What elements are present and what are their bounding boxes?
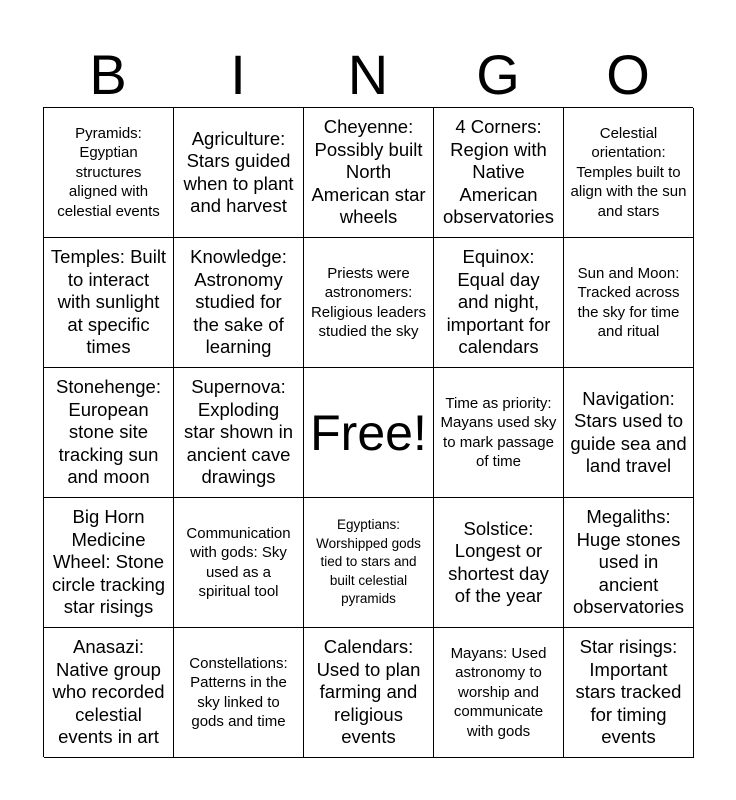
bingo-cell[interactable]: [564, 238, 694, 368]
bingo-cell[interactable]: [434, 108, 564, 238]
cell-text: Temples: Built to interact with sunlight at specific times: [50, 246, 167, 358]
cell-text: Knowledge: Astronomy studied for the sake of learning: [190, 246, 287, 358]
bingo-cell[interactable]: [304, 238, 434, 368]
cell-text: Big Horn Medicine Wheel: Stone circle tracking star risings: [51, 506, 166, 618]
bingo-cell[interactable]: [174, 238, 304, 368]
cell-text: Communication with gods: Sky used as a spiritual tool: [186, 524, 291, 600]
bingo-cell[interactable]: [304, 498, 434, 628]
bingo-cell[interactable]: [44, 628, 174, 758]
bingo-cell[interactable]: [564, 368, 694, 498]
cell-text: Sun and Moon: Tracked across the sky for time and ritual: [577, 264, 680, 340]
header-letter-i: I: [230, 43, 246, 106]
cell-text: Cheyenne: Possibly built North American star wheels: [311, 116, 426, 228]
header-letter-n: N: [347, 43, 389, 106]
header-letter-o: O: [606, 43, 650, 106]
bingo-cell[interactable]: [174, 368, 304, 498]
cell-text: Constellations: Patterns in the sky linked to gods and time: [189, 654, 288, 730]
bingo-cell[interactable]: [564, 108, 694, 238]
bingo-cell[interactable]: [304, 628, 434, 758]
cell-text: Celestial orientation: Temples built to align with the sun and stars: [570, 124, 687, 220]
cell-text: Equinox: Equal day and night, important for calendars: [446, 246, 551, 358]
cell-text: Time as priority: Mayans used sky to mark passage of time: [440, 394, 557, 470]
cell-text: Navigation: Stars used to guide sea and land travel: [570, 387, 687, 476]
bingo-cell[interactable]: [174, 108, 304, 238]
cell-text: Megaliths: Huge stones used in ancient observatories: [572, 506, 685, 618]
bingo-cell[interactable]: [434, 498, 564, 628]
cell-text: Stonehenge: European stone site tracking sun and moon: [56, 376, 161, 488]
bingo-header: [43, 44, 693, 106]
bingo-cell[interactable]: [564, 498, 694, 628]
bingo-cell[interactable]: [44, 498, 174, 628]
cell-text: Pyramids: Egyptian structures aligned with celestial events: [57, 124, 160, 220]
free-space-text: Free!: [310, 404, 427, 461]
bingo-cell[interactable]: [564, 628, 694, 758]
bingo-cell[interactable]: [44, 368, 174, 498]
cell-text: Calendars: Used to plan farming and religious events: [316, 636, 421, 748]
bingo-cell[interactable]: [44, 238, 174, 368]
header-letter-b: B: [89, 43, 127, 106]
bingo-cell[interactable]: [304, 108, 434, 238]
bingo-cell[interactable]: [434, 628, 564, 758]
bingo-cell[interactable]: [44, 108, 174, 238]
cell-text: Supernova: Exploding star shown in ancient cave drawings: [184, 376, 293, 488]
cell-text: Mayans: Used astronomy to worship and communicate with gods: [450, 644, 547, 740]
cell-text: Agriculture: Stars guided when to plant and harvest: [183, 127, 294, 216]
bingo-grid: [43, 107, 693, 757]
free-space-cell[interactable]: [304, 368, 434, 498]
bingo-cell[interactable]: [434, 368, 564, 498]
header-letter-g: G: [476, 43, 520, 106]
cell-text: 4 Corners: Region with Native American observatories: [442, 116, 555, 228]
cell-text: Star risings: Important stars tracked for timing events: [575, 636, 682, 748]
cell-text: Solstice: Longest or shortest day of the year: [448, 517, 549, 606]
cell-text: Egyptians: Worshipped gods tied to stars and built celestial pyramids: [316, 517, 421, 607]
cell-text: Anasazi: Native group who recorded celestial events in art: [52, 636, 165, 748]
bingo-cell[interactable]: [174, 628, 304, 758]
bingo-cell[interactable]: [434, 238, 564, 368]
bingo-cell[interactable]: [174, 498, 304, 628]
cell-text: Priests were astronomers: Religious leaders studied the sky: [310, 264, 427, 340]
